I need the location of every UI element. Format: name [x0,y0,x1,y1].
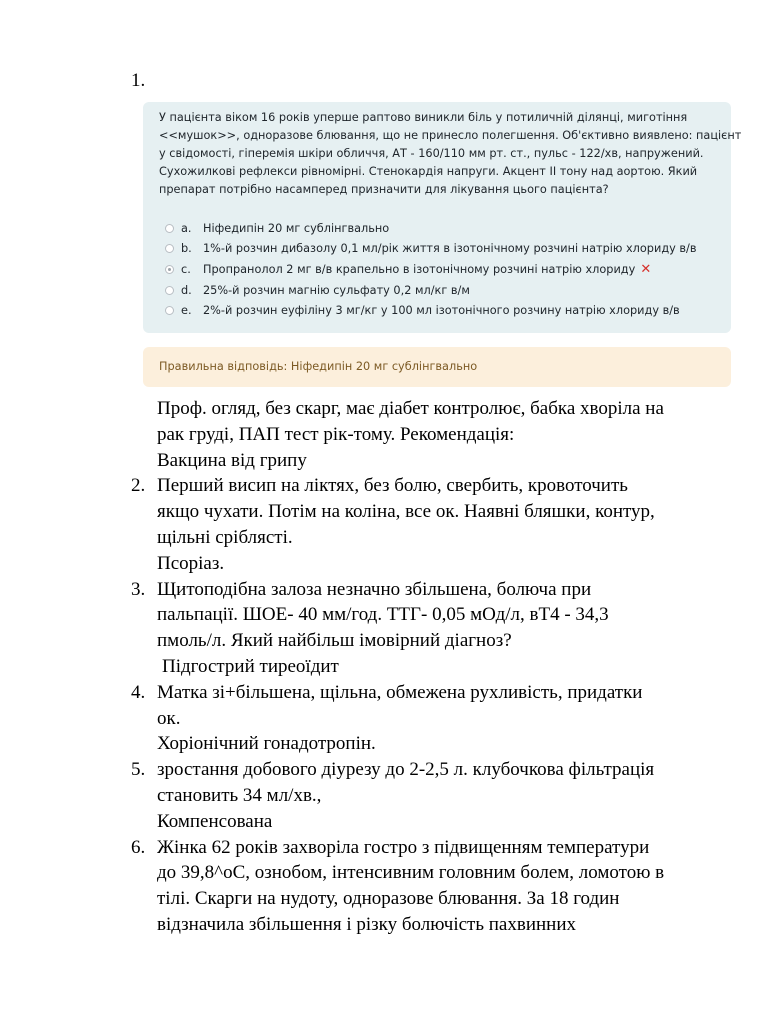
option-letter: e. [181,304,192,318]
option-c[interactable] [165,259,725,280]
option-text: 1%-й розчин дибазолу 0,1 мл/рік життя в ізотонічному розчині натрію хлориду в/в [203,242,697,256]
list-item [131,757,727,834]
text-line: якщо чухати. Потім на коліна, все ок. Наявні бляшки, контур, [157,501,655,523]
option-letter: c. [181,262,191,276]
option-text: 2%-й розчин еуфіліну 3 мг/кг у 100 мл ізотонічного розчину натрію хлориду в/в [203,304,680,318]
radio-button[interactable] [165,286,174,295]
list-number: 3. [131,578,146,600]
question-line: у свідомості, гіперемія шкіри обличчя, АТ - 160/110 мм рт. ст., пульс - 122/хв, напружений. [159,147,704,160]
text-line: Жінка 62 років захворіла гостро з підвищенням температури [157,836,650,858]
text-line: рак груді, ПАП тест рік-тому. Рекомендація: [157,423,515,445]
list-number: 5. [131,759,146,781]
text-line: пмоль/л. Який найбільш імовірний діагноз? [157,630,512,652]
text-line: Підгострий тиреоїдит [162,655,339,677]
question-line: У пацієнта віком 16 років уперше раптово виникли біль у потиличній ділянці, миготіння [159,111,688,124]
list-number-1: 1. [131,70,146,91]
list-number: 4. [131,681,146,703]
text-line: Компенсована [157,810,273,832]
quiz-screenshot [143,102,742,333]
option-b[interactable] [165,239,725,260]
option-letter: d. [181,283,192,297]
option-text: Ніфедипін 20 мг сублінгвально [203,221,390,235]
option-letter: b. [181,242,192,256]
list-item [131,473,727,576]
answer-options [165,218,725,321]
option-letter: a. [181,221,192,235]
option-text: Пропранолол 2 мг в/в крапельно в ізотонічному розчині натрію хлориду [203,262,636,276]
list-item [131,835,727,938]
list-number: 6. [131,836,146,858]
radio-button[interactable] [165,244,174,253]
question-text [159,109,742,199]
text-line: щільні сріблясті. [157,526,293,548]
radio-button[interactable] [165,306,174,315]
document-body [131,396,727,938]
text-line: Матка зі+більшена, щільна, обмежена рухливість, придатки [157,681,643,703]
text-line: становить 34 мл/хв., [157,784,322,806]
question-line: <<мушок>>, одноразове блювання, що не принесло полегшення. Об'єктивно виявлено: пацієнт [159,129,742,142]
list-item [157,396,727,473]
text-line: Щитоподібна залоза незначно збільшена, болюча при [157,578,592,600]
text-line: пальпації. ШОЕ- 40 мм/год. ТТГ- 0,05 мОд/л, вТ4 - 34,3 [157,604,609,626]
text-line: до 39,8^оС, ознобом, інтенсивним головним болем, ломотою в [157,862,665,884]
option-a[interactable] [165,218,725,239]
question-line: препарат потрібно насамперед призначити для лікування цього пацієнта? [159,183,609,196]
list-item [131,577,727,680]
text-line: Вакцина від грипу [157,449,307,471]
text-line: ок. [157,707,181,729]
wrong-answer-icon: ✕ [640,261,652,277]
list-number: 2. [131,475,146,497]
correct-answer-banner: Правильна відповідь: Ніфедипін 20 мг сублінгвально [143,347,731,387]
radio-button[interactable] [165,224,174,233]
option-text: 25%-й розчин магнію сульфату 0,2 мл/кг в/м [203,283,470,297]
text-line: Проф. огляд, без скарг, має діабет контролює, бабка хворіла на [157,398,664,419]
text-line: відзначила збільшення і різку болючість пахвинних [157,913,576,935]
question-line: Сухожилкові рефлекси рівномірні. Стенокардія напруги. Акцент II тону над аортою. Який [159,165,698,178]
option-e[interactable] [165,300,725,321]
text-line: Перший висип на ліктях, без болю, свербить, кровоточить [157,475,628,497]
text-line: тілі. Скарги на нудоту, одноразове блювання. За 18 годин [157,888,620,910]
radio-button-selected[interactable] [165,265,174,274]
text-line: Хоріонічний гонадотропін. [157,733,376,755]
list-item [131,680,727,757]
option-d[interactable] [165,280,725,301]
text-line: Псоріаз. [157,552,225,574]
text-line: зростання добового діурезу до 2-2,5 л. клубочкова фільтрація [157,759,655,781]
